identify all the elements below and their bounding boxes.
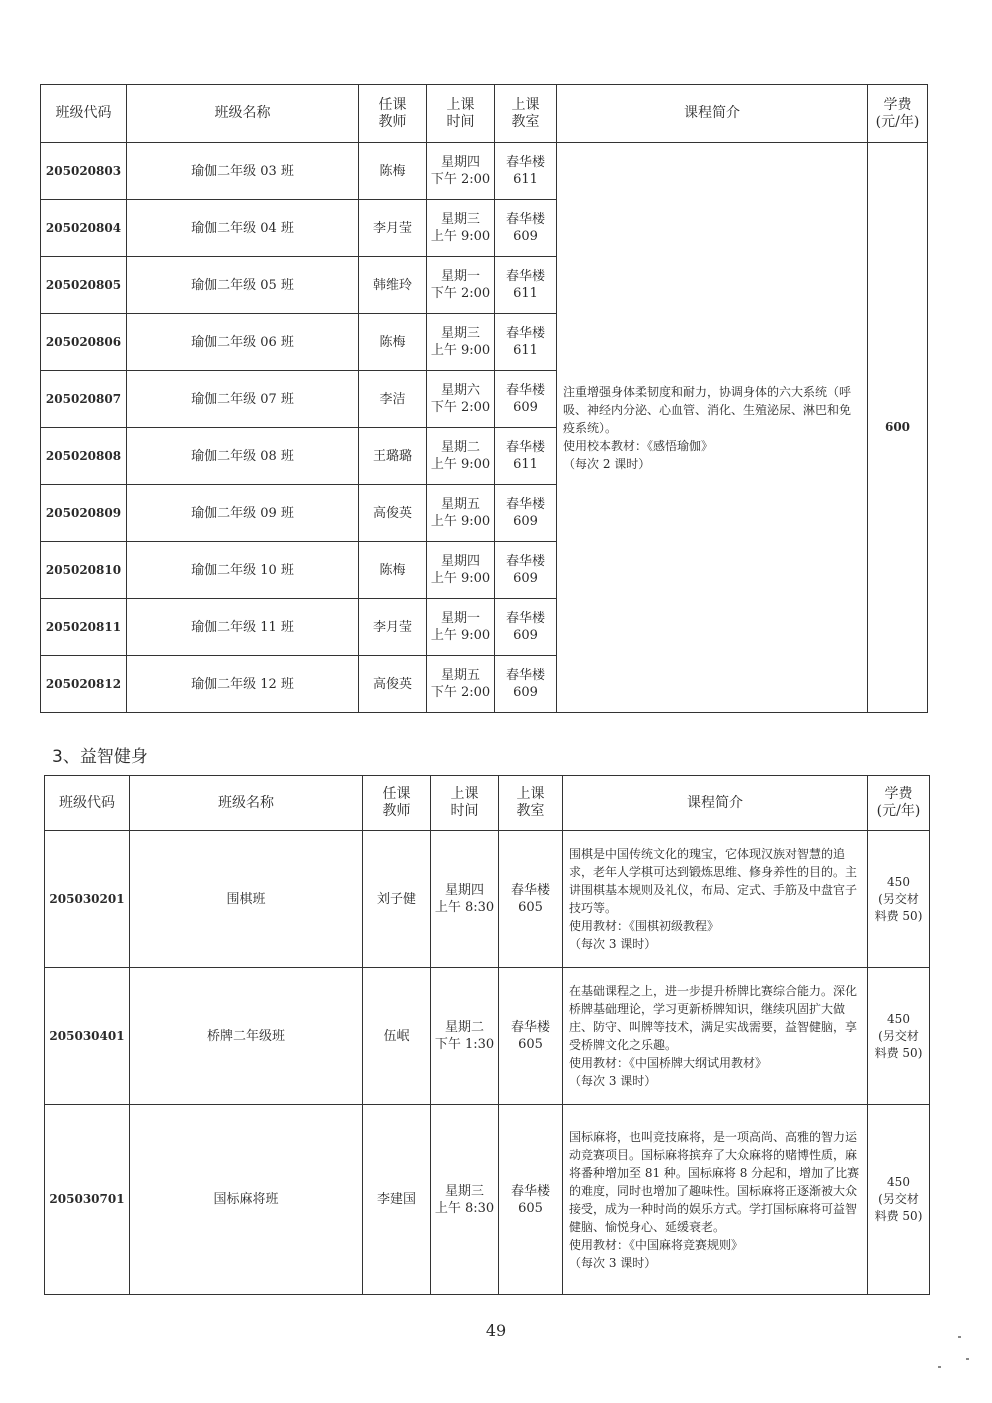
- course-intro: [563, 968, 868, 1105]
- header-name: 班级名称: [127, 85, 359, 143]
- course-intro: [557, 143, 868, 713]
- class-name: 围棋班: [130, 831, 363, 968]
- classroom: 春华楼 611: [495, 428, 557, 485]
- classroom: 春华楼 611: [495, 314, 557, 371]
- class-code: 205020812: [41, 656, 127, 713]
- course-textbook: 使用教材：《中国桥牌大纲试用教材》: [569, 1056, 768, 1070]
- class-time: 星期五 下午 2:00: [427, 656, 495, 713]
- classroom: 春华楼 609: [495, 656, 557, 713]
- class-name: 瑜伽二年级 03 班: [127, 143, 359, 200]
- class-name: 桥牌二年级班: [130, 968, 363, 1105]
- class-code: 205030401: [45, 968, 130, 1105]
- course-description: 国标麻将，也叫竞技麻将，是一项高尚、高雅的智力运动竞赛项目。国标麻将摈弃了大众麻将的赌博性质，麻将番种增加至 81 种。国标麻将 8 分起和，增加了比赛的难度，同时也增加了趣味性。国标麻将正逐渐被大众接受，成为一种时尚的娱乐方式。学打国标麻将可益智健脑、愉悦身心、延缓衰老。: [569, 1129, 860, 1234]
- class-name: 瑜伽二年级 07 班: [127, 371, 359, 428]
- table-row: [45, 1105, 930, 1295]
- table-row: [45, 831, 930, 968]
- class-name: 瑜伽二年级 08 班: [127, 428, 359, 485]
- table-row: [41, 143, 928, 200]
- class-code: 205020808: [41, 428, 127, 485]
- header-code: 班级代码: [45, 776, 130, 831]
- course-textbook: 使用教材：《围棋初级教程》: [569, 919, 720, 933]
- course-description: 在基础课程之上，进一步提升桥牌比赛综合能力。深化桥牌基础理论，学习更新桥牌知识，继续巩固扩大做庄、防守、叫牌等技术，满足实战需要，益智健脑，享受桥牌文化之乐趣。: [569, 984, 858, 1052]
- section-title: 3、益智健身: [52, 747, 148, 767]
- class-time: 星期一 上午 9:00: [427, 599, 495, 656]
- class-name: 国标麻将班: [130, 1105, 363, 1295]
- header-time: 上课 时间: [427, 85, 495, 143]
- teacher-name: 伍岷: [363, 968, 431, 1105]
- class-name: 瑜伽二年级 05 班: [127, 257, 359, 314]
- class-time: 星期三 上午 9:00: [427, 200, 495, 257]
- course-description: 注重增强身体柔韧度和耐力，协调身体的六大系统（呼吸、神经内分泌、心血管、消化、生殖泌尿、淋巴和免疫系统）。: [563, 384, 852, 435]
- classroom: 春华楼 609: [495, 485, 557, 542]
- scan-speck: [958, 1336, 961, 1338]
- header-name: 班级名称: [130, 776, 363, 831]
- class-code: 205020809: [41, 485, 127, 542]
- class-name: 瑜伽二年级 09 班: [127, 485, 359, 542]
- page-number: 49: [485, 1321, 507, 1340]
- tuition-fee: 450 (另交材 料费 50): [868, 1105, 930, 1295]
- tuition-fee: 600: [868, 143, 928, 713]
- class-time: 星期四 上午 9:00: [427, 542, 495, 599]
- course-intro: [563, 1105, 868, 1295]
- class-code: 205020803: [41, 143, 127, 200]
- header-time: 上课 时间: [431, 776, 499, 831]
- classroom: 春华楼 609: [495, 542, 557, 599]
- class-time: 星期六 下午 2:00: [427, 371, 495, 428]
- classroom: 春华楼 605: [499, 968, 563, 1105]
- table-header-row: [45, 776, 930, 831]
- table-header-row: [41, 85, 928, 143]
- teacher-name: 李月莹: [359, 200, 427, 257]
- tuition-fee: 450 (另交材 料费 50): [868, 831, 930, 968]
- class-time: 星期三 上午 9:00: [427, 314, 495, 371]
- header-intro: 课程简介: [563, 776, 868, 831]
- teacher-name: 陈梅: [359, 143, 427, 200]
- class-time: 星期四 下午 2:00: [427, 143, 495, 200]
- course-hours: （每次 2 课时）: [563, 456, 651, 471]
- course-hours: （每次 3 课时）: [569, 1255, 657, 1270]
- class-name: 瑜伽二年级 11 班: [127, 599, 359, 656]
- header-teacher: 任课 教师: [359, 85, 427, 143]
- header-room: 上课 教室: [499, 776, 563, 831]
- teacher-name: 高俊英: [359, 485, 427, 542]
- classroom: 春华楼 609: [495, 371, 557, 428]
- class-name: 瑜伽二年级 12 班: [127, 656, 359, 713]
- class-time: 星期五 上午 9:00: [427, 485, 495, 542]
- class-name: 瑜伽二年级 10 班: [127, 542, 359, 599]
- class-time: 星期一 下午 2:00: [427, 257, 495, 314]
- classroom: 春华楼 611: [495, 143, 557, 200]
- teacher-name: 韩维玲: [359, 257, 427, 314]
- header-intro: 课程简介: [557, 85, 868, 143]
- teacher-name: 李建国: [363, 1105, 431, 1295]
- classroom: 春华楼 605: [499, 831, 563, 968]
- header-fee: 学费 (元/年): [868, 776, 930, 831]
- class-time: 星期二 下午 1:30: [431, 968, 499, 1105]
- course-hours: （每次 3 课时）: [569, 937, 657, 951]
- teacher-name: 高俊英: [359, 656, 427, 713]
- class-name: 瑜伽二年级 04 班: [127, 200, 359, 257]
- table-row: [45, 968, 930, 1105]
- course-description: 围棋是中国传统文化的瑰宝，它体现汉族对智慧的追求，老年人学棋可达到锻炼思维、修身养性的目的。主讲围棋基本规则及礼仪，布局、定式、手筋及中盘官子技巧等。: [569, 847, 858, 915]
- class-code: 205020804: [41, 200, 127, 257]
- course-hours: （每次 3 课时）: [569, 1074, 657, 1088]
- tuition-fee: 450 (另交材 料费 50): [868, 968, 930, 1105]
- class-code: 205020807: [41, 371, 127, 428]
- teacher-name: 陈梅: [359, 542, 427, 599]
- course-textbook: 使用校本教材：《感悟瑜伽》: [563, 438, 714, 453]
- teacher-name: 刘子健: [363, 831, 431, 968]
- course-intro: [563, 831, 868, 968]
- yoga-class-table: [40, 84, 928, 713]
- teacher-name: 李洁: [359, 371, 427, 428]
- course-textbook: 使用教材：《中国麻将竞赛规则》: [569, 1237, 744, 1252]
- class-time: 星期二 上午 9:00: [427, 428, 495, 485]
- header-room: 上课 教室: [495, 85, 557, 143]
- teacher-name: 陈梅: [359, 314, 427, 371]
- header-teacher: 任课 教师: [363, 776, 431, 831]
- classroom: 春华楼 609: [495, 599, 557, 656]
- class-code: 205020811: [41, 599, 127, 656]
- classroom: 春华楼 605: [499, 1105, 563, 1295]
- class-time: 星期四 上午 8:30: [431, 831, 499, 968]
- class-name: 瑜伽二年级 06 班: [127, 314, 359, 371]
- class-code: 205020805: [41, 257, 127, 314]
- classroom: 春华楼 609: [495, 200, 557, 257]
- header-fee: 学费 (元/年): [868, 85, 928, 143]
- brain-fitness-class-table: [44, 775, 930, 1295]
- header-code: 班级代码: [41, 85, 127, 143]
- teacher-name: 李月莹: [359, 599, 427, 656]
- scan-speck: [938, 1366, 941, 1368]
- teacher-name: 王璐璐: [359, 428, 427, 485]
- class-code: 205020810: [41, 542, 127, 599]
- class-code: 205020806: [41, 314, 127, 371]
- class-time: 星期三 上午 8:30: [431, 1105, 499, 1295]
- class-code: 205030701: [45, 1105, 130, 1295]
- class-code: 205030201: [45, 831, 130, 968]
- scan-speck: [966, 1358, 969, 1360]
- classroom: 春华楼 611: [495, 257, 557, 314]
